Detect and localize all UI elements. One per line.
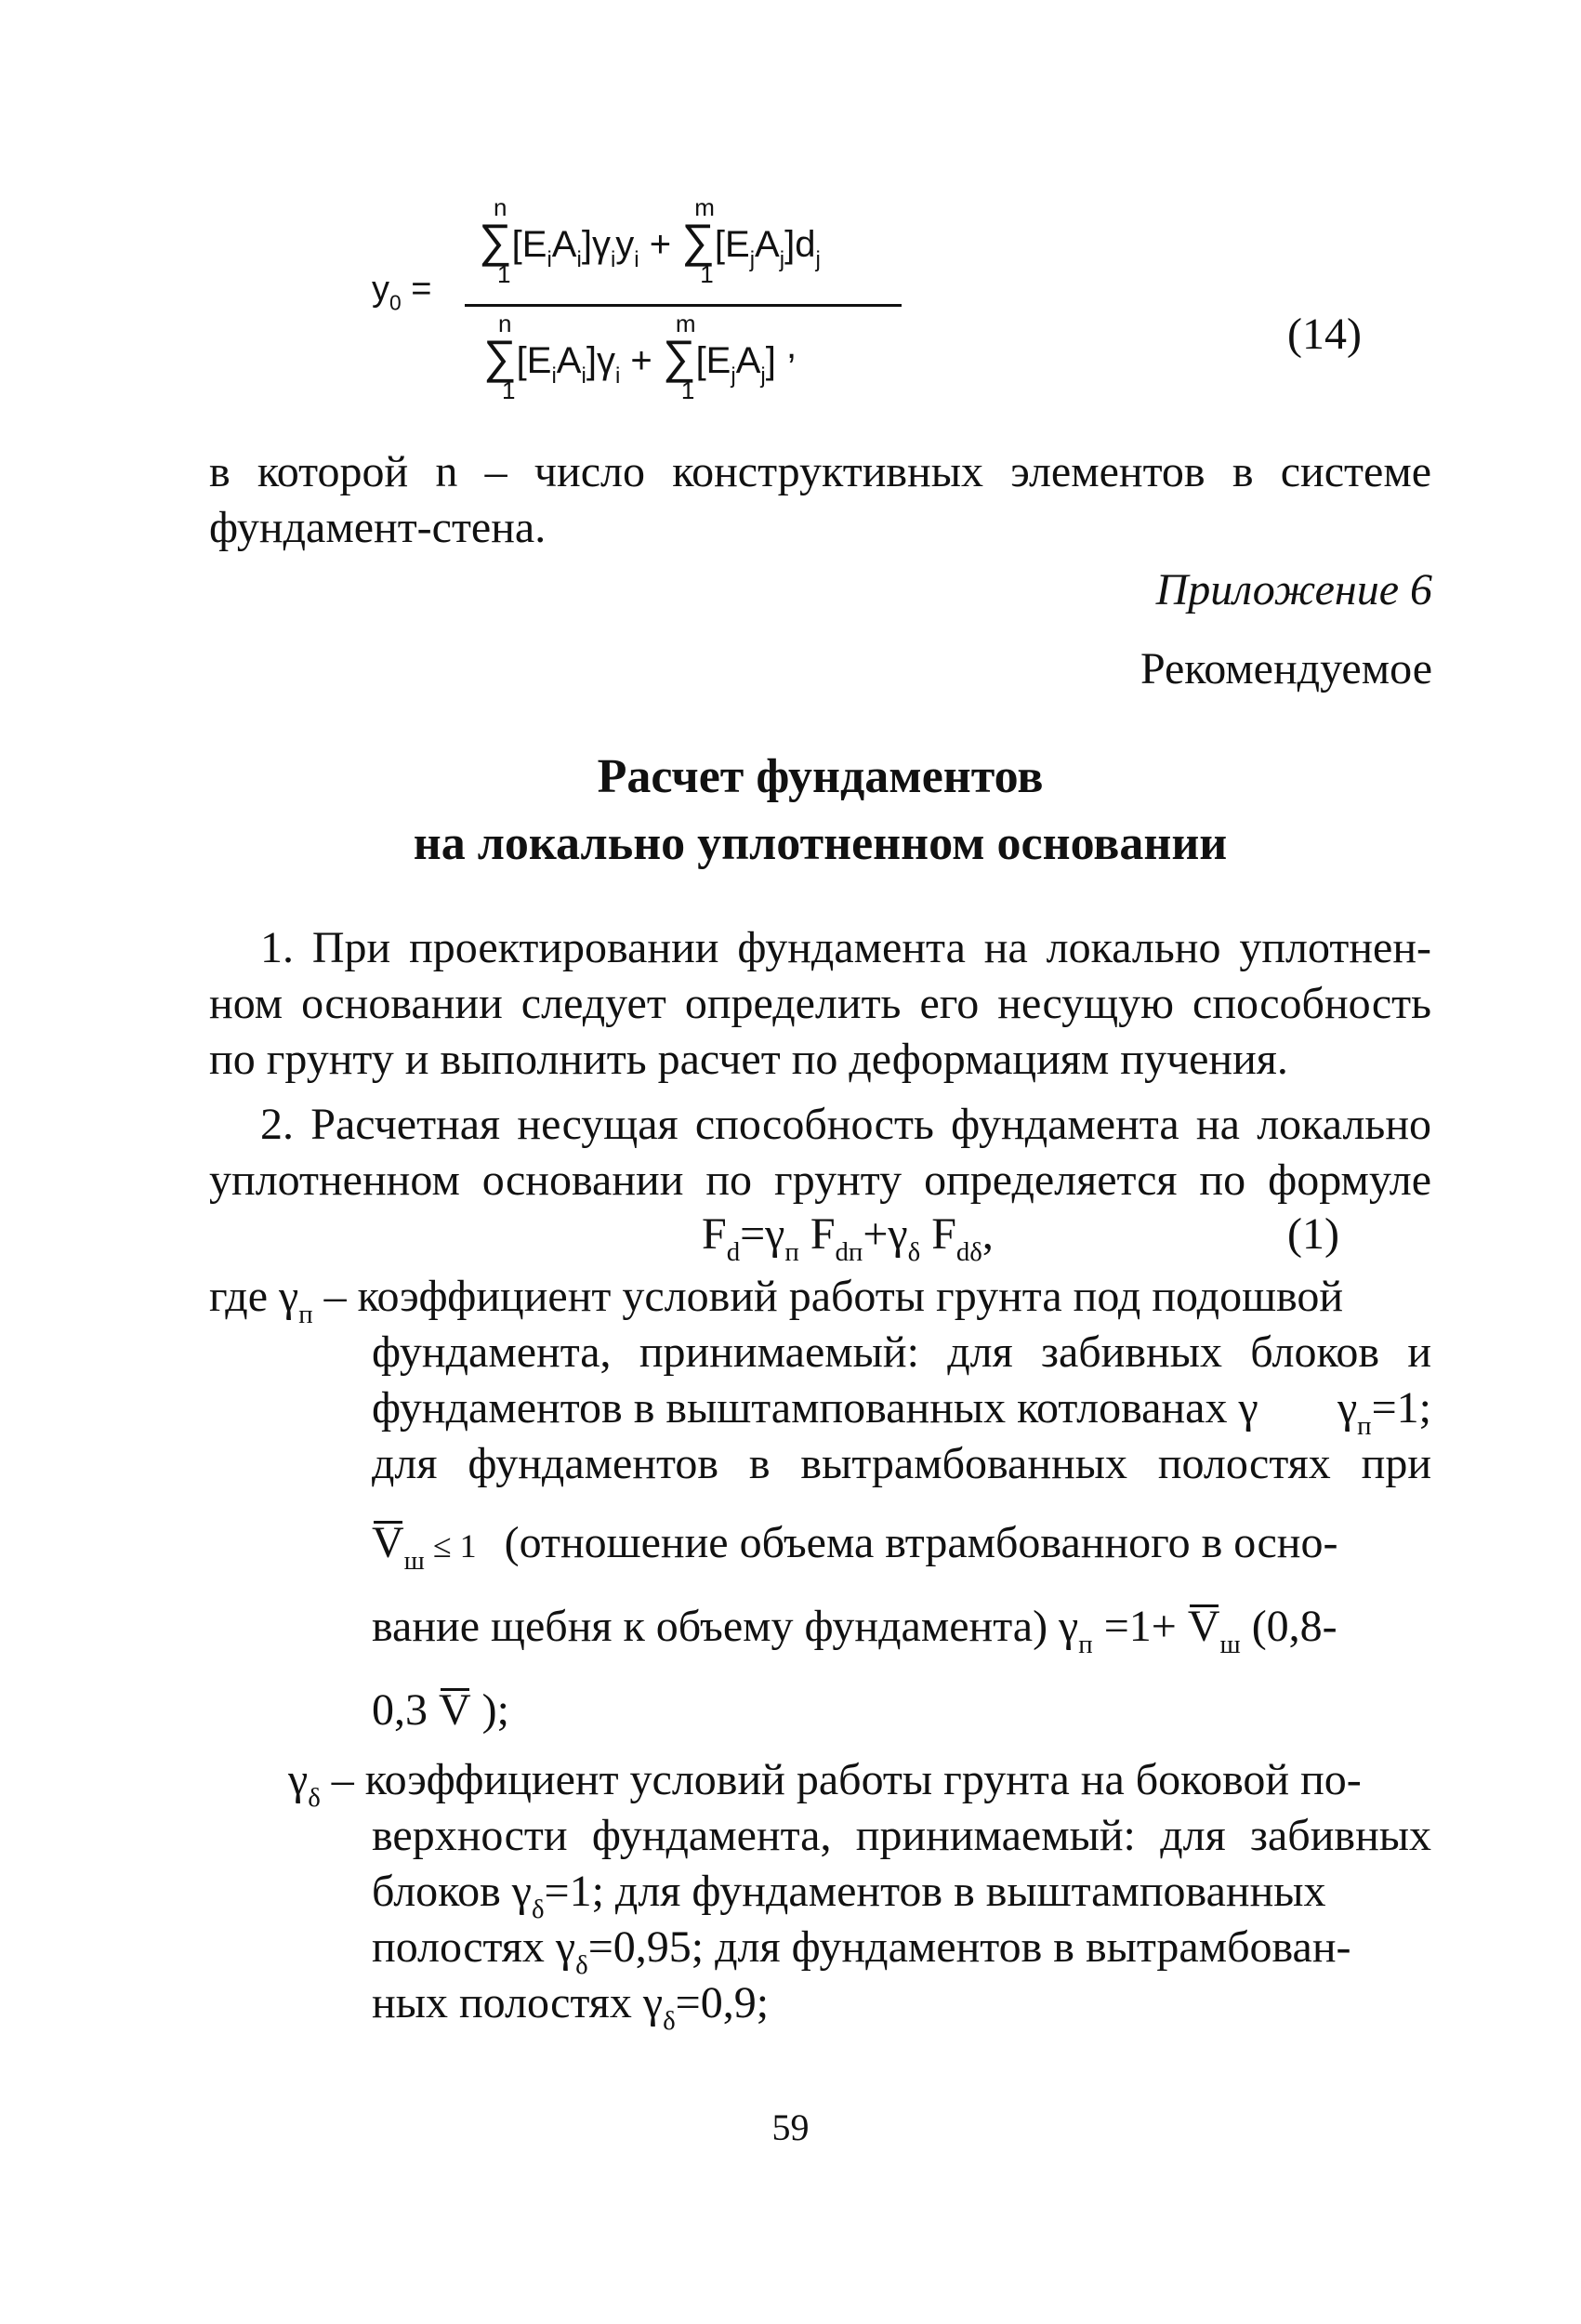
v-bar-var: V — [1188, 1599, 1220, 1655]
sub: i — [614, 363, 621, 389]
paragraph-2-line-1: 2. Расчетная несущая способность фундамента на локально — [260, 1100, 1431, 1149]
paragraph-2-line-2: уплотненном основании по грунту определяется по формуле — [209, 1155, 1431, 1205]
appendix-label: Приложение 6 — [1155, 565, 1432, 614]
definition-text: ); — [470, 1685, 509, 1735]
term: ] — [765, 340, 776, 381]
term: A — [735, 340, 761, 381]
paragraph-1-line-2: ном основании следует определить его несущую способность — [209, 979, 1431, 1028]
definition-text: – коэффициент условий работы грунта на боковой по- — [320, 1755, 1362, 1804]
gamma-b-definition-line-3 — [372, 1864, 1431, 1924]
gamma-symbol: γ — [1337, 1383, 1358, 1433]
inequality: ≤ 1 — [424, 1527, 477, 1565]
sub: δ — [308, 1782, 321, 1813]
paragraph-1-line-1: 1. При проектировании фундамента на локально уплотнен- — [260, 923, 1431, 972]
sub: δ — [907, 1236, 921, 1267]
term: A — [556, 340, 582, 381]
section-heading — [209, 744, 1431, 878]
sub: п — [298, 1299, 313, 1329]
formula-14-denominator — [483, 310, 797, 404]
appendix-status: Рекомендуемое — [1140, 644, 1432, 693]
equation-number-14: (14) — [1287, 310, 1362, 359]
f-var: F — [702, 1209, 727, 1259]
definition-text: =1; для фундаментов в выштампованных — [544, 1867, 1326, 1916]
definition-text: =1; — [1371, 1383, 1431, 1433]
formula-14-lhs — [372, 270, 432, 315]
definition-text: блоков γ — [372, 1867, 532, 1916]
term: ]γ — [581, 224, 611, 265]
where-label: где γ — [209, 1272, 299, 1321]
heading-line-1: Расчет фундаментов — [597, 750, 1044, 803]
sub: i — [576, 246, 582, 272]
sub: i — [547, 246, 552, 272]
term: [E — [516, 340, 552, 381]
comma: , — [982, 1209, 994, 1259]
definition-text: 0,3 — [372, 1685, 439, 1735]
sum-symbol: ∑ — [483, 331, 517, 383]
definition-text: ных полостях γ — [372, 1978, 664, 2027]
sum-upper-limit: n — [498, 310, 512, 337]
sub: j — [779, 246, 785, 272]
term: [E — [511, 224, 547, 265]
page-number: 59 — [771, 2106, 810, 2148]
term: +γ — [863, 1209, 908, 1259]
gamma-b-definition-line-2: верхности фундамента, принимаемый: для забивных — [372, 1811, 1431, 1860]
term: F — [798, 1209, 836, 1259]
sub: δ — [663, 2005, 676, 2036]
formula-1 — [702, 1207, 994, 1267]
equals-sign: = — [411, 270, 432, 309]
comma: , — [785, 325, 797, 366]
sub: d — [726, 1236, 741, 1267]
term: A — [755, 224, 780, 265]
formula-14 — [372, 193, 1394, 437]
gamma-n-definition-line-5 — [372, 1515, 1431, 1574]
term: ]d — [784, 224, 816, 265]
v-bar-var: V — [372, 1515, 404, 1571]
sum-symbol: ∑ — [479, 215, 512, 267]
sub: j — [731, 363, 736, 389]
sub: ш — [403, 1545, 425, 1576]
sum-lower-limit: 1 — [700, 260, 714, 288]
sub: j — [760, 363, 766, 389]
sum-symbol: ∑ — [662, 331, 696, 383]
gamma-n-definition-line-2: фундамента, принимаемый: для забивных блоков и — [372, 1327, 1431, 1377]
fraction-bar — [465, 304, 902, 307]
sub: i — [634, 246, 639, 272]
sum-upper-limit: m — [675, 310, 696, 337]
sub: ш — [1219, 1629, 1241, 1659]
sub: i — [581, 363, 586, 389]
definition-text: полостях γ — [372, 1922, 576, 1972]
sub: δ — [575, 1949, 588, 1980]
term: A — [551, 224, 577, 265]
paragraph-which: в которой n – число конструктивных элементов в системе — [209, 447, 1431, 496]
sum-lower-limit: 1 — [497, 260, 511, 288]
gamma-n-definition-line-7 — [372, 1683, 509, 1738]
gamma-b-definition-line-5 — [372, 1975, 770, 2036]
plus-sign: + — [630, 340, 652, 381]
definition-text: – коэффициент условий работы грунта под подошвой — [312, 1272, 1344, 1321]
sub: i — [551, 363, 557, 389]
sub: δ — [531, 1894, 545, 1924]
v-bar-var: V — [439, 1683, 471, 1738]
definition-text: =0,9; — [675, 1978, 770, 2027]
sum-symbol: ∑ — [681, 215, 715, 267]
definition-text: =0,95; для фундаментов в вытрамбован- — [587, 1922, 1351, 1972]
equation-number-1: (1) — [1287, 1209, 1339, 1259]
gamma-n-definition-line-3 — [372, 1380, 1431, 1441]
term: ]γ — [586, 340, 615, 381]
sum-lower-limit: 1 — [502, 376, 516, 404]
sum-upper-limit: m — [694, 193, 715, 221]
gamma-symbol: γ — [288, 1755, 309, 1804]
term: [E — [714, 224, 750, 265]
definition-text: вание щебня к объему фундамента) γ — [372, 1602, 1079, 1651]
sum-lower-limit: 1 — [680, 376, 695, 404]
term: [E — [695, 340, 731, 381]
formula-14-numerator — [479, 193, 821, 288]
sub: dδ — [955, 1236, 982, 1267]
definition-text: (отношение объема втрамбованного в осно- — [504, 1518, 1338, 1567]
sub: п — [1078, 1629, 1093, 1659]
lhs-var: y — [372, 270, 389, 309]
term: F — [920, 1209, 956, 1259]
plus-sign: + — [649, 224, 672, 265]
sub: j — [749, 246, 756, 272]
term: =γ — [740, 1209, 785, 1259]
sub: j — [815, 246, 821, 272]
gamma-n-definition-line-6 — [372, 1599, 1337, 1659]
gamma-b-definition-line-1 — [288, 1752, 1431, 1813]
sub: п — [784, 1236, 799, 1267]
heading-line-2: на локально уплотненном основании — [413, 817, 1228, 870]
paragraph-which-cont: фундамент-стена. — [209, 503, 547, 552]
definition-text: (0,8- — [1240, 1602, 1337, 1651]
term: y — [615, 224, 635, 265]
definition-text: фундаментов в выштампованных котлованах γ — [372, 1383, 1258, 1433]
sub: п — [1357, 1410, 1372, 1441]
gamma-b-definition-line-4 — [372, 1920, 1431, 1980]
gamma-n-definition-line-4: для фундаментов в вытрамбованных полостях при — [372, 1439, 1431, 1488]
sum-upper-limit: n — [494, 193, 507, 221]
paragraph-1-line-3: по грунту и выполнить расчет по деформациям пучения. — [209, 1035, 1288, 1084]
definition-text: =1+ — [1092, 1602, 1188, 1651]
gamma-n-definition-line-1 — [209, 1269, 1431, 1329]
lhs-sub: 0 — [389, 290, 402, 315]
sub: i — [610, 246, 616, 272]
sub: dп — [835, 1236, 863, 1267]
